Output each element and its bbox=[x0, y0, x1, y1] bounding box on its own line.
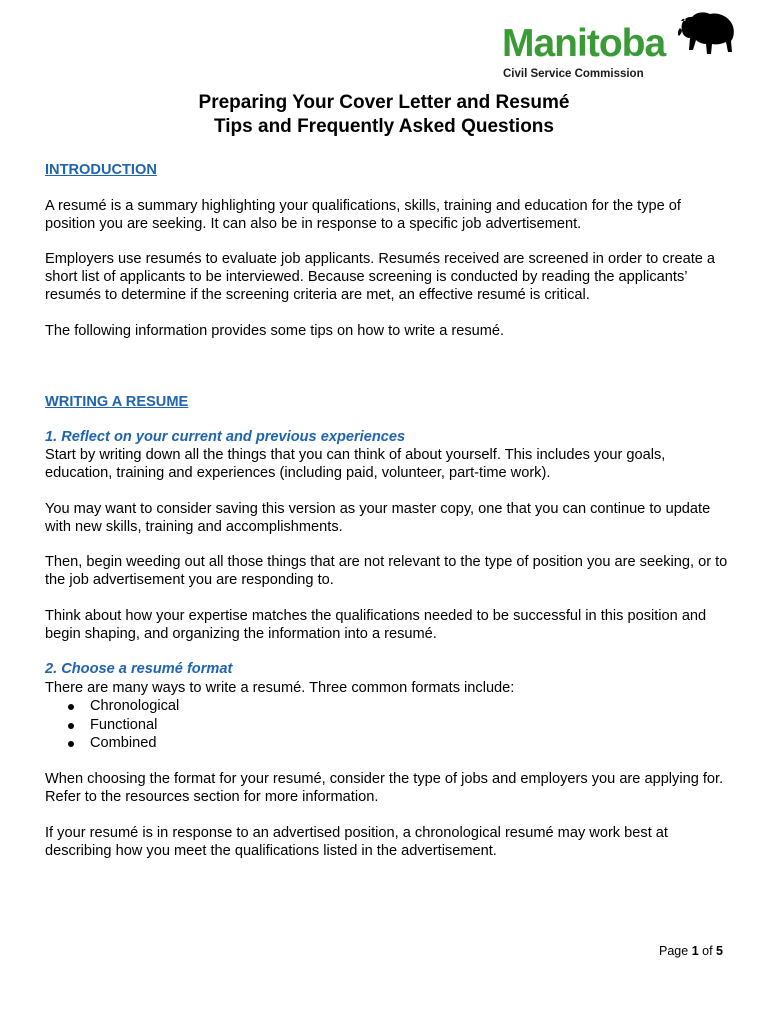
document-title bbox=[0, 91, 768, 139]
intro-paragraph-3: The following information provides some tips on how to write a resumé. bbox=[45, 323, 505, 339]
format-label: Functional bbox=[90, 716, 158, 733]
of-label: of bbox=[702, 944, 713, 958]
title-line-2: Tips and Frequently Asked Questions bbox=[214, 116, 554, 137]
step-2-paragraph-1: When choosing the format for your resumé, consider the type of jobs and employers you are applying for. Refer to the resources section for more information. bbox=[45, 771, 724, 806]
bullet-icon bbox=[68, 741, 74, 747]
step-1-paragraph-4: Think about how your expertise matches the qualifications needed to be successful in this position and begin shaping, and organizing the information into a resumé. bbox=[45, 608, 707, 643]
writing-resume-heading: WRITING A RESUME bbox=[45, 394, 189, 410]
format-label: Combined bbox=[90, 735, 157, 751]
format-label: Chronological bbox=[90, 698, 180, 714]
list-item bbox=[45, 697, 179, 716]
page-current: 1 bbox=[691, 944, 699, 958]
step-2-paragraph-2: If your resumé is in response to an advertised position, a chronological resumé may work best at describing how you meet the qualifications listed in the advertisement. bbox=[45, 825, 668, 860]
logo-wordmark: Manitoba bbox=[502, 22, 666, 65]
intro-paragraph-2: Employers use resumés to evaluate job applicants. Resumés received are screened in order to create a short list of applicants to be interviewed. Because screening is conducted by reading the applicants’ resumés to determine if the screening criteria are met, an effective resumé is critical. bbox=[45, 251, 716, 304]
page-number bbox=[600, 944, 723, 958]
bullet-icon bbox=[68, 704, 74, 710]
introduction-heading: INTRODUCTION bbox=[45, 162, 157, 178]
manitoba-logo bbox=[500, 8, 736, 86]
step-1-heading: 1. Reflect on your current and previous experiences bbox=[45, 429, 406, 445]
step-1-paragraph-2: You may want to consider saving this version as your master copy, one that you can continue to update with new skills, training and accomplishments. bbox=[45, 501, 711, 536]
page-total: 5 bbox=[716, 944, 723, 958]
page-label: Page bbox=[659, 944, 689, 958]
logo-subtitle: Civil Service Commission bbox=[503, 68, 644, 80]
step-1-paragraph-1: Start by writing down all the things that you can think of about yourself. This includes your goals, education, training and experiences (including paid, volunteer, part-time work). bbox=[45, 447, 666, 482]
intro-paragraph-1: A resumé is a summary highlighting your qualifications, skills, training and education for the type of position you are seeking. It can also be in response to a specific job advertisement. bbox=[45, 198, 681, 233]
bullet-icon bbox=[68, 723, 74, 729]
format-list bbox=[45, 697, 179, 753]
title-line-1: Preparing Your Cover Letter and Resumé bbox=[198, 92, 570, 113]
step-2-heading: 2. Choose a resumé format bbox=[45, 661, 233, 677]
bison-icon bbox=[676, 8, 736, 60]
list-item bbox=[45, 734, 179, 753]
step-2-intro: There are many ways to write a resumé. Three common formats include: bbox=[45, 680, 515, 696]
step-1-paragraph-3: Then, begin weeding out all those things that are not relevant to the type of position you are seeking, or to the job advertisement you are responding to. bbox=[45, 554, 728, 589]
list-item bbox=[45, 716, 179, 735]
